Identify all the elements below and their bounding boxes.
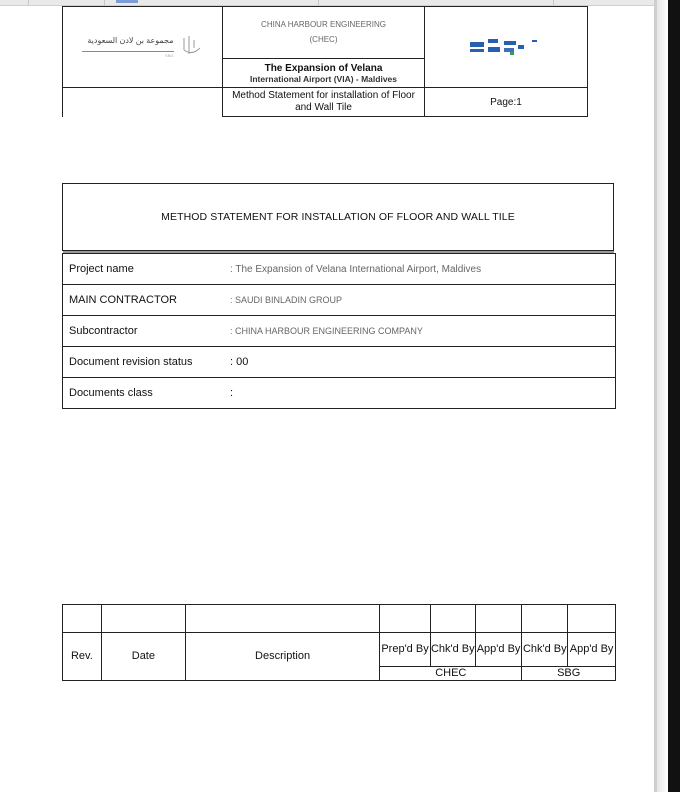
logo-underline <box>82 51 174 52</box>
sbg-logo <box>63 7 223 88</box>
table-cell <box>430 605 475 633</box>
info-value: : The Expansion of Velana International Airport, Maldives <box>224 254 616 285</box>
contractor-name: CHINA HARBOUR ENGINEERING <box>261 19 386 29</box>
table-cell <box>475 605 522 633</box>
col-checked-by-2: Chk'd By <box>522 633 568 667</box>
project-title-line-2: International Airport (VIA) - Maldives <box>249 73 398 84</box>
toolbar-separator <box>553 0 554 5</box>
info-label: Document revision status <box>63 347 225 378</box>
info-value: : <box>224 378 616 409</box>
statement-title: METHOD STATEMENT FOR INSTALLATION OF FLOOR AND WALL TILE <box>62 183 614 251</box>
document-header <box>62 6 588 117</box>
col-approved-by: App'd By <box>475 633 522 667</box>
contractor-title-cell <box>223 7 425 59</box>
info-label: Project name <box>63 254 225 285</box>
info-row-subcontractor <box>63 316 616 347</box>
table-cell <box>185 605 379 633</box>
info-row-revision-status <box>63 347 616 378</box>
table-cell <box>63 605 102 633</box>
revision-table <box>62 604 616 681</box>
toolbar-separator <box>104 0 105 5</box>
info-row-main-contractor <box>63 285 616 316</box>
col-description: Description <box>185 633 379 681</box>
doc-title: Method Statement for installation of Floor and Wall Tile <box>223 88 425 117</box>
page-shadow <box>657 0 668 792</box>
sbg-emblem-icon <box>180 34 204 60</box>
chec-logo <box>425 7 588 88</box>
col-prepared-by: Prep'd By <box>380 633 431 667</box>
logo-sub-text: SBG <box>165 53 174 58</box>
chec-logo-icon <box>466 28 546 64</box>
table-cell <box>522 605 568 633</box>
col-rev: Rev. <box>63 633 102 681</box>
info-label: MAIN CONTRACTOR <box>63 285 225 316</box>
project-title-cell <box>223 59 425 88</box>
table-cell <box>380 605 431 633</box>
logo-cell-spacer <box>63 88 223 117</box>
col-date: Date <box>101 633 185 681</box>
viewer-scrollbar[interactable] <box>668 0 680 792</box>
table-row <box>63 605 616 633</box>
contractor-abbrev: (CHEC) <box>309 34 338 44</box>
table-header-row <box>63 633 616 667</box>
info-value: : SAUDI BINLADIN GROUP <box>224 285 616 316</box>
arabic-logo-text: مجموعة بن لادن السعودية <box>87 36 174 45</box>
table-cell <box>101 605 185 633</box>
info-value: : 00 <box>224 347 616 378</box>
info-label: Documents class <box>63 378 225 409</box>
col-checked-by: Chk'd By <box>430 633 475 667</box>
page-label: Page:1 <box>425 88 588 117</box>
project-title: The Expansion of Velana <box>264 62 383 74</box>
info-row-project-name <box>63 254 616 285</box>
toolbar-separator <box>28 0 29 5</box>
info-label: Subcontractor <box>63 316 225 347</box>
table-cell <box>568 605 616 633</box>
project-info-table <box>62 253 616 409</box>
info-value: : CHINA HARBOUR ENGINEERING COMPANY <box>224 316 616 347</box>
toolbar-separator <box>318 0 319 5</box>
col-approved-by-2: App'd By <box>568 633 616 667</box>
toolbar-active-tab[interactable] <box>116 0 138 3</box>
group-chec: CHEC <box>380 667 522 681</box>
group-sbg: SBG <box>522 667 616 681</box>
info-row-documents-class <box>63 378 616 409</box>
